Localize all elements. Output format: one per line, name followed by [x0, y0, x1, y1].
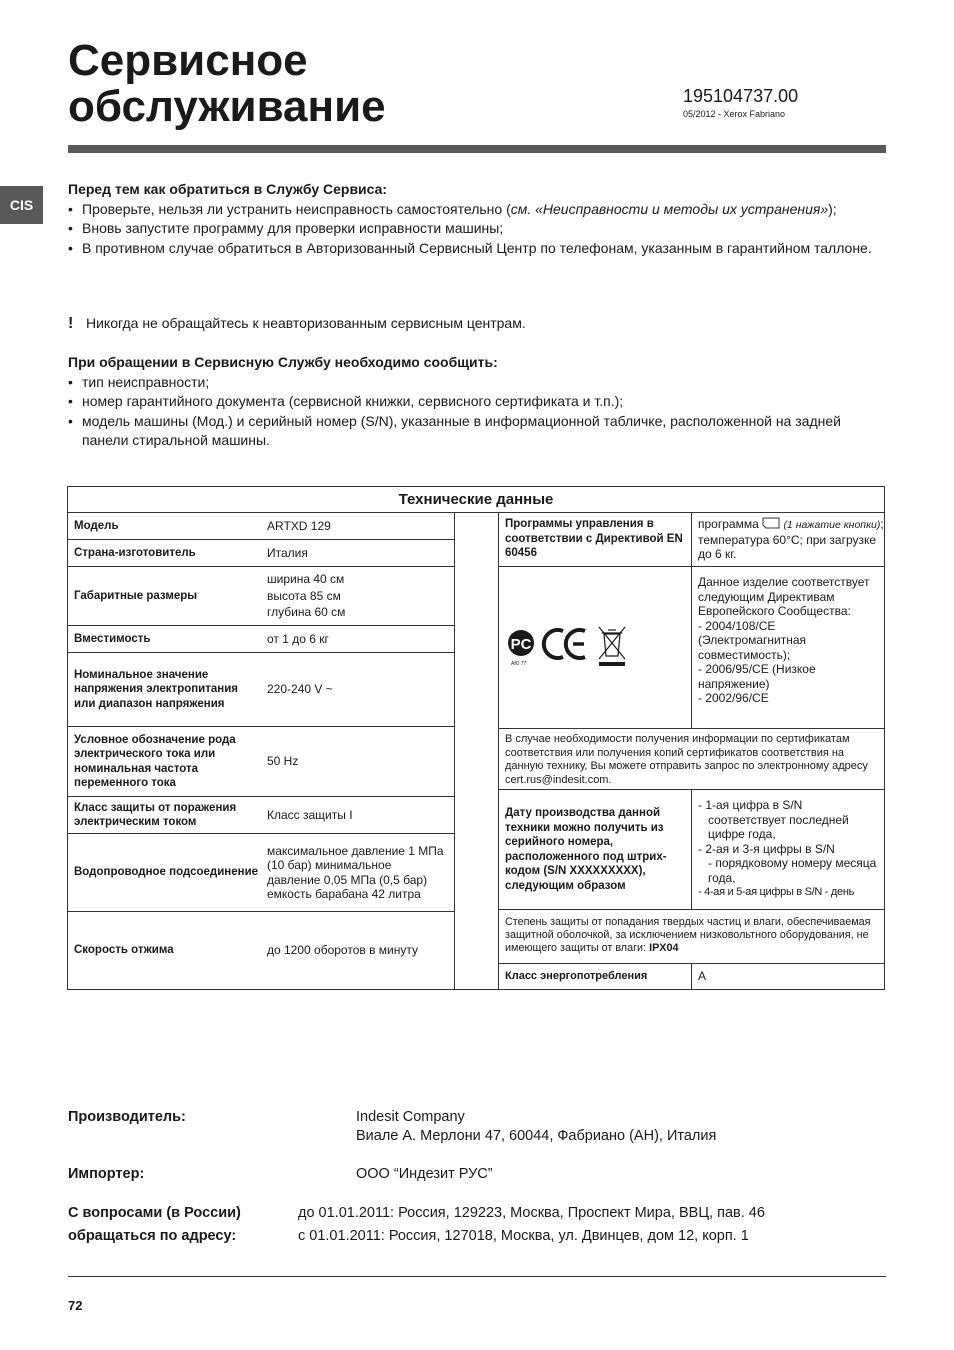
maker-name: Indesit Company — [356, 1109, 465, 1125]
list-item: • тип неисправности; — [68, 373, 888, 393]
table-gap-column — [454, 513, 499, 989]
doc-number: 195104737.00 — [683, 86, 799, 106]
table-row: Номинальное значение напряжения электропитания или диапазон напряжения 220-240 V ~ — [68, 653, 454, 727]
tech-title: Технические данные — [68, 487, 884, 513]
contact-section — [68, 353, 888, 451]
program-icon — [762, 517, 780, 529]
list-item: • номер гарантийного документа (сервисной книжки, сервисного сертификата и т.п.); — [68, 392, 888, 412]
table-row — [499, 910, 885, 964]
page-title — [68, 38, 386, 130]
ip-value: IPX04 — [649, 942, 679, 954]
table-row: Габаритные размеры ширина 40 см высота 85 см глубина 60 см — [68, 567, 454, 626]
list-item: • Проверьте, нельзя ли устранить неисправность самостоятельно (см. «Неисправности и методы их устранения»); — [68, 200, 888, 220]
table-row — [499, 729, 885, 790]
list-item: • модель машины (Мод.) и серийный номер (S/N), указанные в информационной табличке, расположенной на задней панели стиральной машины. — [68, 412, 888, 451]
ce-mark-icon — [544, 630, 585, 658]
table-row: Скорость отжима до 1200 оборотов в минуту — [74, 943, 419, 958]
mark-code: АЮ 77 — [511, 661, 527, 667]
header-bar — [68, 145, 886, 153]
table-row: Условное обозначение рода электрического тока или номинальная частота переменного тока 50 Hz — [68, 727, 454, 797]
table-row: Вместимость от 1 до 6 кг — [68, 626, 454, 653]
ip-text: Степень защиты от попадания твердых частиц и влаги, обеспечиваемая защитной оболочкой, за исключением низковольтного оборудования, не имеющего защиты от влаги: — [505, 916, 871, 954]
warning-note — [68, 314, 526, 333]
list-item: • В противном случае обратиться в Авторизованный Сервисный Центр по телефонам, указанным в гарантийном таллоне. — [68, 239, 888, 259]
table-row: Модель ARTXD 129 — [68, 513, 454, 540]
footer-divider — [68, 1276, 886, 1277]
table-row: Страна-изготовитель Италия — [68, 540, 454, 567]
svg-text:PC: PC — [510, 636, 532, 653]
list-item: • Вновь запустите программу для проверки исправности машины; — [68, 219, 888, 239]
table-row: Программы управления в соответствии с Директивой EN 60456 программа (1 нажатие кнопки); температура 60°C; при загрузке до 6 кг. — [499, 513, 885, 567]
maker-label: Производитель: — [68, 1109, 186, 1125]
table-row: Дату производства данной техники можно получить из серийного номера, расположенного под штрих-кодом (S/N XXXXXXXXX), следующим образом - 1-ая цифра в S/N соответствует последней цифре года, - 2-ая и 3-я цифры в S/N - порядковому номеру месяца года, - 4-ая и 5-ая цифры в S/N - день — [499, 790, 885, 910]
importer-name: ООО “Индезит РУС” — [356, 1166, 493, 1182]
address-after: с 01.01.2011: Россия, 127018, Москва, ул. Двинцев, дом 12, корп. 1 — [298, 1228, 749, 1244]
questions-label-2: обращаться по адресу: — [68, 1228, 237, 1244]
weee-bin-icon — [599, 627, 625, 666]
cert-text: В случае необходимости получения информации по сертификатам соответствия или получения копий сертификатов соответствия на данную технику, Вы можете отправить запрос по электронному адресу cert.rus@indesit.com. — [505, 733, 868, 786]
table-row: Водопроводное подсоединение максимальное давление 1 МПа (10 бар) минимальное давление 0,05 МПа (0,5 бар) емкость барабана 42 литра — [68, 834, 454, 912]
warning-text: Никогда не обращайтесь к неавторизованным сервисным центрам. — [86, 315, 526, 331]
before-service-section — [68, 180, 888, 258]
before-service-heading: Перед тем как обратиться в Службу Сервиса: — [68, 181, 388, 197]
questions-label-1: С вопросами (в России) — [68, 1205, 241, 1221]
directives-text: Данное изделие соответствует следующим Директивам Европейского Сообщества: - 2004/108/CE (Электромагнитная совместимость); - 2006/95/CE (Низкое напряжение) - 2002/96/CE — [698, 575, 870, 705]
importer-label: Импортер: — [68, 1166, 145, 1182]
address-before: до 01.01.2011: Россия, 129223, Москва, Проспект Мира, ВВЦ, пав. 46 — [298, 1205, 765, 1221]
table-row: Класс энергопотребления A — [499, 964, 885, 989]
page-number: 72 — [68, 1298, 83, 1313]
tech-table — [67, 486, 885, 990]
table-row: Класс защиты от поражения электрическим током Класс защиты I — [68, 797, 454, 834]
title-line-1: Сервисное — [68, 36, 308, 85]
warning-icon: ! — [68, 315, 74, 332]
certification-marks — [505, 625, 635, 669]
pct-mark-icon — [508, 630, 534, 656]
title-line-2: обслуживание — [68, 82, 386, 131]
table-row — [499, 567, 885, 729]
maker-address: Виале А. Мерлони 47, 60044, Фабриано (АН), Италия — [356, 1128, 717, 1144]
contact-heading: При обращении в Сервисную Службу необходимо сообщить: — [68, 354, 498, 370]
doc-sub: 05/2012 - Xerox Fabriano — [683, 109, 786, 119]
lang-tab: CIS — [0, 186, 43, 224]
